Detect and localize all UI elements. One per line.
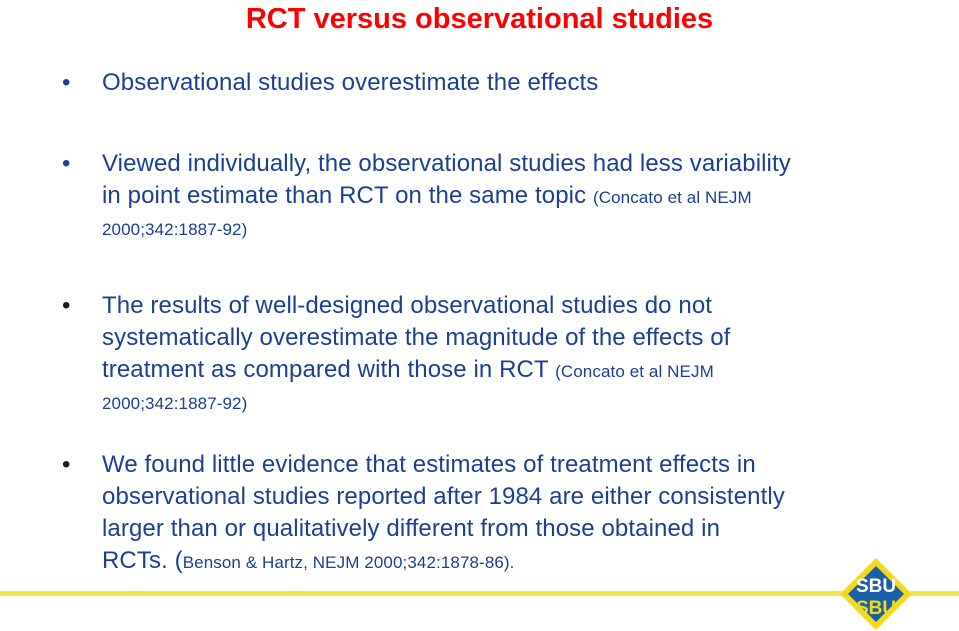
logo-text-bottom: SBU <box>855 598 897 619</box>
bullet-dot-icon: • <box>62 69 71 96</box>
citation: (Concato et al NEJM <box>555 362 714 381</box>
bullet-text <box>102 148 791 246</box>
citation: 2000;342:1887-92) <box>102 394 248 413</box>
bullet-line: systematically overestimate the magnitude of the effects of <box>102 324 731 351</box>
bullet-line: treatment as compared with those in RCT <box>102 356 556 383</box>
bullet-line: observational studies reported after 1984 are either consistently <box>102 483 785 510</box>
citation: 2000;342:1887-92) <box>102 220 248 239</box>
citation: (Concato et al NEJM <box>592 188 752 207</box>
bullet-line: larger than or qualitatively different from those obtained in <box>102 515 721 542</box>
bullet-line: in point estimate than RCT on the same topic <box>102 182 593 209</box>
bullet-text <box>102 290 730 420</box>
bullet-line: RCTs. ( <box>102 547 183 574</box>
logo-text-top: SBU <box>855 576 897 597</box>
slide-title: RCT versus observational studies <box>245 3 714 35</box>
bullet-line: Viewed individually, the observational studies had less variability <box>102 150 791 177</box>
bullet-dot-icon: • <box>62 451 71 478</box>
bullet-dot-icon: • <box>62 292 71 319</box>
bullet-text <box>102 449 785 579</box>
bullet-dot-icon: • <box>62 150 71 177</box>
bullet-line: The results of well-designed observational studies do not <box>102 292 713 319</box>
bullet-text <box>102 67 598 99</box>
bullet-line: We found little evidence that estimates of treatment effects in <box>102 451 756 478</box>
footer-rule <box>0 591 959 596</box>
sbu-logo-icon <box>838 556 914 631</box>
citation: Benson & Hartz, NEJM 2000;342:1878-86). <box>182 553 515 572</box>
bullet-line: Observational studies overestimate the effects <box>102 69 599 96</box>
